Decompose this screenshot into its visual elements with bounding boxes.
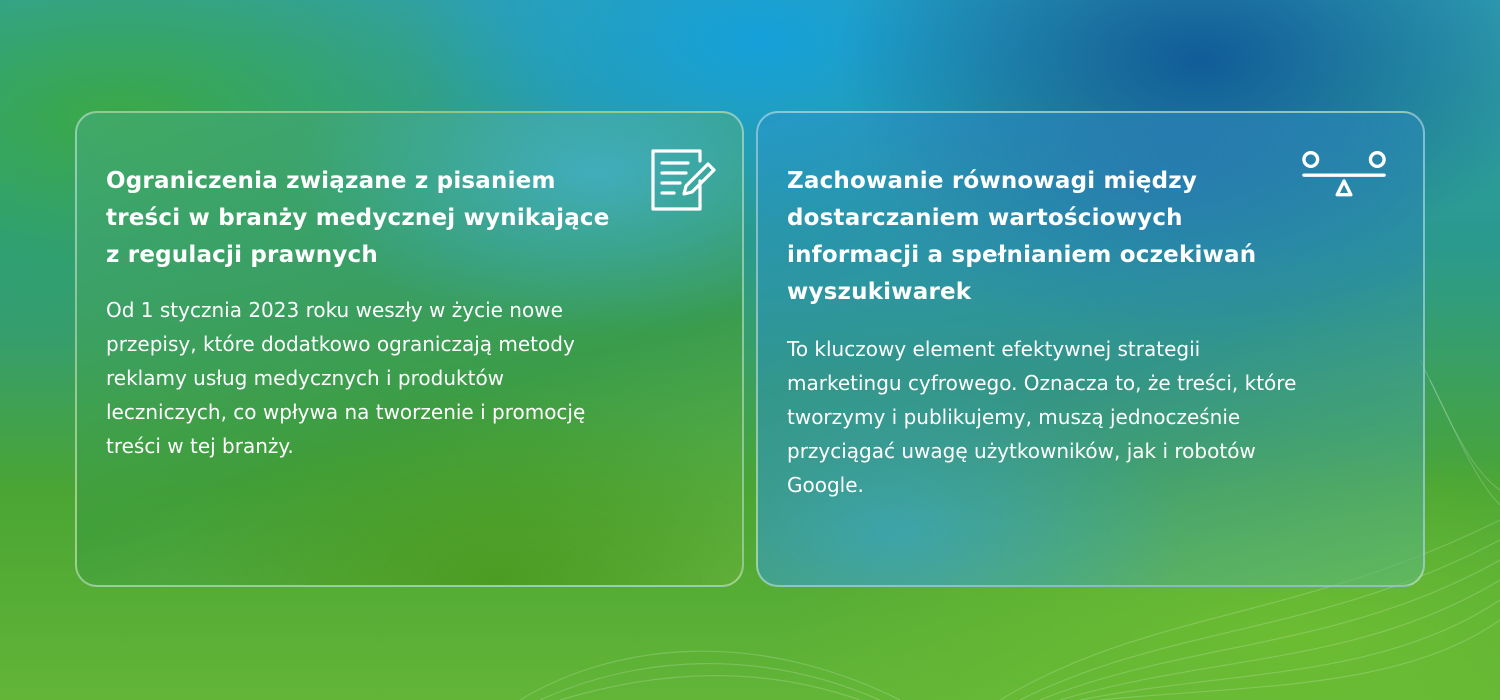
card-medical-regulations <box>75 111 744 587</box>
card-seo-balance <box>756 111 1425 587</box>
card-title: Ograniczenia związane z pisaniem treści w branży medycznej wynikające z regulacji prawnych <box>106 168 610 268</box>
card-body: Od 1 stycznia 2023 roku weszły w życie nowe przepisy, które dodatkowo ograniczają metody reklamy usług medycznych i produktów leczniczych, co wpływa na tworzenie i promocję treści w tej branży. <box>106 298 586 458</box>
card-title: Zachowanie równowagi między dostarczaniem wartościowych informacji a spełnianiem oczekiwań wyszukiwarek <box>787 168 1257 305</box>
balance-icon <box>1301 147 1389 217</box>
card-body: To kluczowy element efektywnej strategii marketingu cyfrowego. Oznacza to, że treści, które tworzymy i publikujemy, muszą jednocześnie przyciągać uwagę użytkowników, jak i robotów Google. <box>787 337 1297 497</box>
document-edit-icon <box>648 147 718 217</box>
